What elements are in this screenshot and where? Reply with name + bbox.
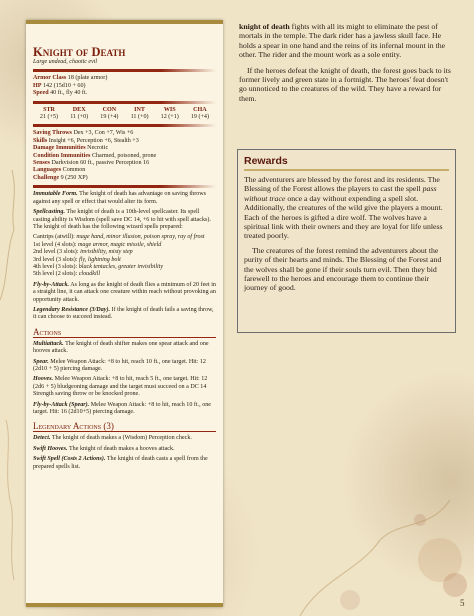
rewards-box <box>237 149 456 333</box>
damage-immunities: Damage Immunities Necrotic <box>33 145 109 152</box>
divider <box>33 185 216 188</box>
ability-value: 11 (+0) <box>70 114 89 121</box>
spell-list-2nd: 2nd level (3 slots): invisibility, misty step <box>33 249 133 256</box>
challenge: Challenge 9 (250 XP) <box>33 174 88 181</box>
spell-list-5th: 5th level (2 slots): cloudkill <box>33 271 101 278</box>
ability-value: 19 (+4) <box>100 114 119 121</box>
ability-header: STR <box>43 106 55 113</box>
actions-heading: Actions <box>33 327 216 338</box>
divider <box>33 124 216 127</box>
senses: Senses Darkvision 60 ft., passive Perception 16 <box>33 160 150 167</box>
action-spear: Spear. Melee Weapon Attack: +8 to hit, reach 10 ft., one target. Hit: 12 (2d10 + 5) piercing damage. <box>33 358 206 372</box>
ability-header: WIS <box>163 106 176 113</box>
action-fly-by-attack-spear: Fly-by-Attack (Spear). Melee Weapon Attack: +8 to hit, reach 10 ft., one target. Hit: 16 (2d10+5) piercing damage. <box>33 401 211 416</box>
ability-values <box>33 114 216 121</box>
ability-header: CHA <box>193 106 207 113</box>
skills: Skills Insight +6, Perception +6, Stealth +3 <box>33 137 139 144</box>
ability-header: DEX <box>72 106 86 113</box>
spell-list-1st: 1st level (4 slots): mage armor, magic missile, shield <box>33 241 162 248</box>
ability-value: 21 (+5) <box>39 114 59 121</box>
legendary-swift-spell: Swift Spell (Costs 2 Actions). The knight of death casts a spell from the prepared spells list. <box>33 456 208 470</box>
action-hooves: Hooves. Melee Weapon Attack: +8 to hit, reach 5 ft., one target. Hit: 12 (2d6 + 5) bludgeoning damage and the target must succeed on a DC 14 Strength saving throw or be knocked prone. <box>33 376 208 398</box>
paragraph-forest-returns: If the heroes defeat the knight of death, the forest goes back to its former lively and green state in a fortnight. The heroes' feat doesn't go unnoticed to the creatures of the wild. They have a reward for them. <box>239 65 451 103</box>
hit-points: HP 142 (15d10 + 60) <box>33 82 86 89</box>
action-multiattack: Multiattack. The knight of death shifter makes one spear attack and one hooves attack. <box>33 340 209 355</box>
trait-legendary-resistance: Legendary Resistance (3/Day). If the knight of death fails a saving throw, it can choose to succeed instead. <box>33 306 214 321</box>
speed: Speed 40 ft., fly 40 ft. <box>33 90 88 97</box>
condition-immunities: Condition Immunities Charmed, poisoned, prone <box>33 152 157 159</box>
rewards-paragraph-blessing: The adventurers are blessed by the forest and its residents. The Blessing of the Forest allows the players to cast the spell pass without trace once a day without expending a spell slot. Additionally, the creatures of the wild give the players a mount. Each of the heroes is gifted a dire wolf. The wolves have a spiritual link with their owners and they are loyal for life unless treated poorly. <box>244 175 443 241</box>
paragraph-knight-description: knight of death fights with all its might to eliminate the pest of mortals in the temple. The dark rider has a jawless skull face. He holds a spear in one hand and the reins of its infernal mount in the other. The rider and the mount work as a sole entity. <box>239 22 446 60</box>
legendary-swift-hooves: Swift Hooves. The knight of death makes a hooves attack. <box>33 445 175 452</box>
spell-list-cantrips: Cantrips (atwill): mage hand, minor illusion, poison spray, ray of frost <box>33 234 205 241</box>
spell-list-3rd: 3rd level (3 slots): fly, lightning bolt <box>33 256 121 263</box>
trait-spellcasting: Spellcasting. The knight of death is a 10th-level spellcaster. Its spell casting ability is Wisdom (spell save DC 14, +6 to hit with spell attacks). The knight of death has the following wizard spells prepared: <box>33 209 211 230</box>
ability-header: INT <box>134 106 145 113</box>
page-number: 5 <box>460 598 465 608</box>
right-column-text <box>239 22 453 109</box>
legendary-actions-heading: Legendary Actions (3) <box>33 421 216 432</box>
stat-block <box>26 20 223 607</box>
rewards-paragraph-purity: The creatures of the forest remind the adventurers about the purity of their hearts and minds. The Blessing of the Forest and the wolves shall be gone if their souls turn evil. Then they bid farewell to the heroes and encourage them to continue their journey of good. <box>244 245 442 293</box>
ability-headers <box>33 107 216 114</box>
ability-value: 11 (+0) <box>130 114 149 121</box>
ability-header: CON <box>102 106 117 113</box>
divider <box>33 69 216 72</box>
monster-name: Knight of Death <box>33 45 126 59</box>
spell-list-4th: 4th level (3 slots): black tentacles, greater invisibility <box>33 263 164 270</box>
languages: Languages Common <box>33 167 86 174</box>
armor-class: Armor Class 18 (plate armor) <box>33 75 108 82</box>
divider <box>33 101 216 104</box>
saving-throws: Saving Throws Dex +3, Con +7, Wis +6 <box>33 130 134 137</box>
rewards-heading: Rewards <box>244 155 449 171</box>
monster-type: Large undead, chaotic evil <box>33 59 98 65</box>
trait-fly-by-attack: Fly-by-Attack. As long as the knight of death flies a minimum of 20 feet in a straight line, it can attack one creature within reach without provoking an opportunity attack. <box>33 281 216 303</box>
legendary-detect: Detect. The knight of death makes a (Wisdom) Perception check. <box>33 435 192 442</box>
ability-value: 19 (+4) <box>190 114 210 121</box>
ability-value: 12 (+1) <box>160 114 179 121</box>
trait-immutable-form: Immutable Form. The knight of death has advantage on saving throws against any spell or effect that would alter its form. <box>33 191 207 205</box>
